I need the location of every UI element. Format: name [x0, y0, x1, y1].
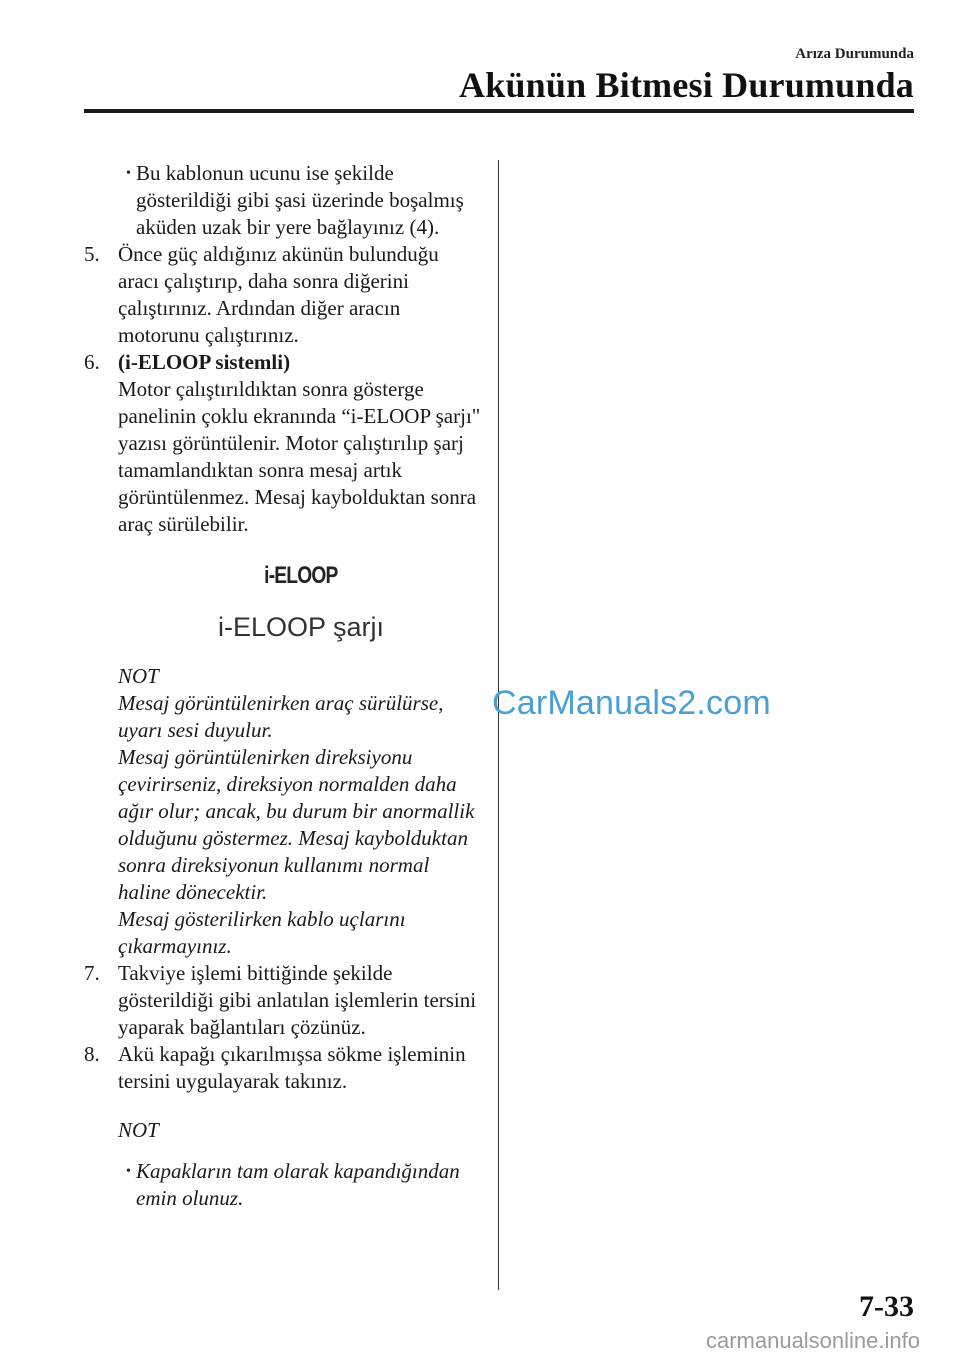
- bullet-dot: •: [126, 166, 131, 181]
- step-6: [84, 349, 484, 538]
- note-2-bullet: [118, 1158, 484, 1212]
- page-number: 7-33: [859, 1290, 914, 1323]
- step-8-text: Akü kapağı çıkarılmışsa sökme işleminin tersini uygulayarak takınız.: [118, 1042, 466, 1093]
- step-7: [84, 960, 484, 1041]
- step-8: [84, 1041, 484, 1095]
- bullet-dot: •: [126, 1164, 131, 1179]
- i-eloop-logo: i-ELOOP: [264, 562, 338, 589]
- step-5-text: Önce güç aldığınız akünün bulunduğu aracı çalıştırıp, daha sonra diğerini çalıştırınız. Ardından diğer aracın motorunu çalıştırınız.: [118, 242, 439, 347]
- step-6-number: 6.: [84, 350, 100, 374]
- column-divider: [498, 160, 499, 1290]
- bullet-cable-text: Bu kablonun ucunu ise şekilde gösterildiği gibi şasi üzerinde boşalmış aküden uzak bir yere bağlayınız (4).: [136, 161, 464, 239]
- note-2-label: NOT: [118, 1118, 159, 1142]
- step-7-text: Takviye işlemi bittiğinde şekilde gösterildiği gibi anlatılan işlemlerin tersini yaparak bağlantıları çözünüz.: [118, 961, 477, 1039]
- note-1-line-3: Mesaj gösterilirken kablo uçlarını çıkarmayınız.: [118, 907, 406, 958]
- i-eloop-caption: i-ELOOP şarjı: [217, 612, 385, 642]
- step-7-number: 7.: [84, 961, 100, 985]
- note-1-line-1: Mesaj görüntülenirken araç sürülürse, uyarı sesi duyulur.: [118, 691, 444, 742]
- footer-watermark: carmanualsonline.info: [705, 1328, 920, 1353]
- left-column: [84, 160, 484, 1212]
- note-2: [84, 1117, 484, 1212]
- note-1-label: NOT: [118, 664, 159, 688]
- step-5: [84, 241, 484, 349]
- section-title: Arıza Durumunda: [795, 46, 914, 62]
- page-title: Akünün Bitmesi Durumunda: [459, 65, 914, 105]
- note-2-bullet-text: Kapakların tam olarak kapandığından emin olunuz.: [136, 1159, 460, 1210]
- watermark-link[interactable]: CarManuals2.com: [492, 684, 771, 722]
- note-1-line-2: Mesaj görüntülenirken direksiyonu çevirirseniz, direksiyon normalden daha ağır olur; ancak, bu durum bir anormallik olduğunu göstermez. Mesaj kaybolduktan sonra direksiyonun kullanımı normal haline dönecektir.: [118, 745, 475, 904]
- bullet-cable: [84, 160, 484, 241]
- header-rule: [84, 109, 914, 113]
- step-8-number: 8.: [84, 1042, 100, 1066]
- step-6-text: Motor çalıştırıldıktan sonra gösterge panelinin çoklu ekranında “i-ELOOP şarjı" yazısı görüntülenir. Motor çalıştırılıp şarj tamamlandıktan sonra mesaj artık görüntülenmez. Mesaj kaybolduktan sonra araç sürülebilir.: [118, 377, 481, 536]
- step-6-heading: (i-ELOOP sistemli): [118, 350, 291, 374]
- step-5-number: 5.: [84, 242, 100, 266]
- note-1: [84, 663, 484, 960]
- i-eloop-display: [84, 562, 484, 641]
